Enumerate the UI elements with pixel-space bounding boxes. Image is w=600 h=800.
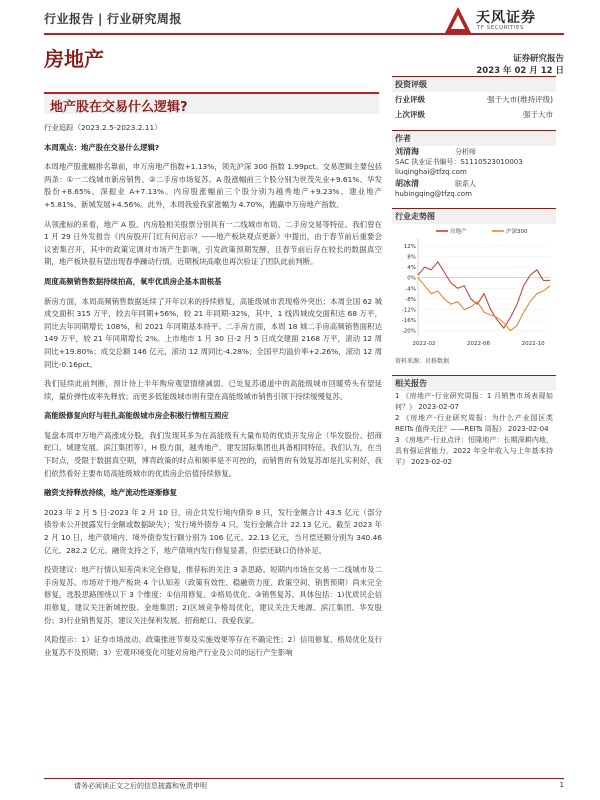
legend-label-2: 沪深300 [506,229,528,235]
rating-section-title: 投资评级 [392,76,556,92]
series-line-1 [418,262,550,328]
header-separator: | [98,12,103,26]
logo-icon [444,6,472,34]
paragraph-cities: 复盘本周申万地产高涨成分股，我们发现其多为在高能级有大量布局的优质开发房企（华发股份、招商蛇口、城建发展、滨江集团等），H 股方面，越秀地产、建发国际集团也具备相同特征。我们认为，在当下时点，受限于数据真空期，博弈政策的时点和频率是不可控的，而销售的有效复苏却是扎实利好，我们依然看好主要布局高能级城市的优质房企估值持续修复。 [44,430,382,478]
section-heading-sales: 周度高频销售数据持续拍高，氧牢优质房企基本面根基 [44,276,222,286]
chart-source: 资料来源：贝格数据 [395,358,450,365]
related-report-1[interactable]: 1 《房地产-行业研究周报：1 月销售市场表现如何？》 2023-02-07 [395,392,553,411]
x-tick-label: 2022-10 [521,341,545,347]
author-2 [392,178,556,200]
y-tick-label: -12% [401,307,416,314]
section-heading-cities: 高能级修复向好与驻扎高能级城市房企积极行情相互照应 [44,411,229,421]
view-heading: 本周观点：地产股在交易什么逻辑? [44,142,160,152]
tracking-period: 行业追踪（2023.2.5-2023.2.11） [44,123,162,132]
prev-rating-row [392,107,556,122]
y-tick-label: 0% [407,275,416,282]
report-type [44,10,182,27]
series-line-2 [418,278,550,331]
prev-rating-key: 上次评级 [395,110,425,119]
logo-name: 天风证券 [476,10,536,26]
rating-key: 行业评级 [395,95,425,104]
paragraph-outlook: 我们延续此前判断，预计待上半年购房观望情绪减弱、已处复苏通道中的高能级城市回暖势头有望延续，量价弹性或率先释放；而更多低能级城市则有望在高能级城市销售引领下持续缓慢复苏。 [44,379,382,401]
y-tick-label: -8% [405,296,416,303]
company-logo [444,6,564,36]
page-footer [44,778,564,790]
y-tick-label: -20% [401,328,416,335]
rating-value: 强于大市(维持评级) [487,95,553,104]
sidebar [392,76,556,468]
author-2-role: 联系人 [455,180,476,188]
paragraph-market: 本周地产股涨幅排名靠前，申万房地产指数+1.13%，领先沪深 300 指数 1.99pct。交易逻辑主要包括两条：①一二线城市新房销售、②二手房市场复苏。A 股涨幅前三个股分别为世茂先业+9.61%、华发股份+8.65%、深振业 A+7.13%。内房股涨幅前三个股分别为越秀地产+9.23%、建业地产+5.81%、新城发展+4.56%。此外，本周我爱我家涨幅为 4.70%，跑赢申万房地产指数。 [44,162,382,209]
main-body [44,122,382,659]
author-2-name: 胡冰清 [395,179,419,188]
author-1-cert: SAC 执业证书编号：S1110523010003 [395,158,523,166]
report-kind: 证券研究报告 [512,54,564,64]
y-tick-label: 4% [407,265,416,272]
header-divider [44,33,564,35]
related-reports [392,391,556,468]
y-tick-label: 12% [403,243,416,250]
y-tick-label: -16% [401,318,416,325]
report-type-label: 行业报告 [44,12,95,26]
related-report-3[interactable]: 3 《房地产-行业点评：恒隆地产：长期深耕内地，具有强运营能力，2022 年全年收入与上年基本持平》 2023-02-02 [395,436,553,466]
paragraph-leaders: 从领涨标的来看，地产 A 股、内房股相关股票分别具有一二线城市布局、二手房交易等特征。我们曾在 1 月 29 日外发报告《内房股开门红有何启示？——地产板块观点更新》中提出，由于春节前后重要会议密集召开，其中的政策定调对市场产生影响，引发政策预期发酵，且春节前后存在较长的数据真空期，地产板块很有望出现春季躁动行情，近期板块高歌也再次验证了团队此前判断。 [44,219,382,267]
section-heading-financing: 融资支持释放持续，地产流动性逐渐修复 [44,488,178,498]
trend-section-title: 行业走势图 [392,208,556,224]
rating-row [392,92,556,107]
trend-chart [392,224,556,354]
legend-label-1: 房地产 [450,229,467,235]
y-tick-label: 8% [407,254,416,261]
footer-disclaimer: 请务必阅读正文之后的信息披露和免责申明 [74,782,207,790]
x-tick-label: 2022-06 [467,341,491,347]
paragraph-sales: 新房方面，本周高频销售数据延续了开年以来的持续修复，高能级城市表现格外突出；本周全国 62 城成交面积 315 万平，较去年同期+56%，较 21 年同期-32%，其中，1 线四城成交面积达 68 万平，同比去年同期增长 108%，和 2021 年同期基本持平。二手房方面，本周 18 城二手房高频销售面积达 149 万平，较 21 年同期增长 2%。上市地市 1 月 30 日-2 月 5 日成交建面 2168 万平，滚动 12 周同比+19.80%；成交总额 146 亿元，滚动 12 周同比-4.28%；全国平均溢价率+2.26%，滚动 12 周同比-0.16pct。 [44,296,382,369]
related-report-2[interactable]: 2 《房地产-行业研究周报：为什么产业园区类 REITs 值得关注？——REITs 周报》 2023-02-04 [395,414,553,433]
author-1 [392,146,556,178]
paragraph-investment: 投资建议：地产行情认知差尚未完全修复，推荐标的关注 3 条思路。短期内市场在交易一二线城市及二手房复苏。市场对于地产板块 4 个认知差（政策有效性、稳融资力度、政策空间、销售预期）尚未完全修复，选股思路围绕以下 3 个维度：①信用修复、②格局优化、③销售复苏，具体包括：1)优质民企信用修复，建议关注新城控股、金地集团；2)区域竞争格局优化，建议关注天地源、滨江集团、华发股份；3)行业销售复苏，建议关注保利发展、招商蛇口、我爱我家。 [44,565,382,625]
report-date: 2023 年 02 月 12 日 [476,66,564,76]
page-number: 1 [559,781,564,789]
prev-rating-value: 强于大市 [523,110,553,119]
author-1-role: 分析师 [455,148,476,156]
sector-title: 房地产 [44,47,104,71]
related-section-title: 相关报告 [392,375,556,391]
author-1-name: 刘清海 [395,147,419,156]
author-2-email: hubingqing@tfzq.com [395,190,472,198]
author-section-title: 作者 [392,130,556,146]
paragraph-risk: 风险提示：1）证券市场波动、政策推进节奏及实施效果等存在不确定性；2）信用修复、格局优化及行业复苏不及预期；3）宏观环境变化可能对房地产行业及公司的运行产生影响 [44,635,382,657]
author-1-email: liuqinghai@tfzq.com [395,168,467,176]
trend-chart-svg [392,224,556,354]
report-sub-label: 行业研究周报 [106,12,182,26]
report-header [44,10,564,34]
y-tick-label: -4% [405,286,416,293]
paragraph-financing: 2023 年 2 月 5 日-2023 年 2 月 10 日，房企共发行境内债券 8 只，发行金额合计 43.5 亿元（部分债券未公开披露发行金额或数据缺失）；发行境外债券 4 只，发行金额合计 22.13 亿元。截至 2023 年 2 月 10 日，地产债境内、境外债券发行额分别为 106 亿元、22.13 亿元，当月偿还额分别为 340.46 亿元、282.2 亿元。融资支持之下，地产债境内发行修复显著，但偿还缺口仍待补足。 [44,507,382,555]
report-title: 地产股在交易什么逻辑? [44,92,379,114]
logo-en: TF SECURITIES [477,25,524,31]
x-tick-label: 2022-02 [412,341,436,347]
